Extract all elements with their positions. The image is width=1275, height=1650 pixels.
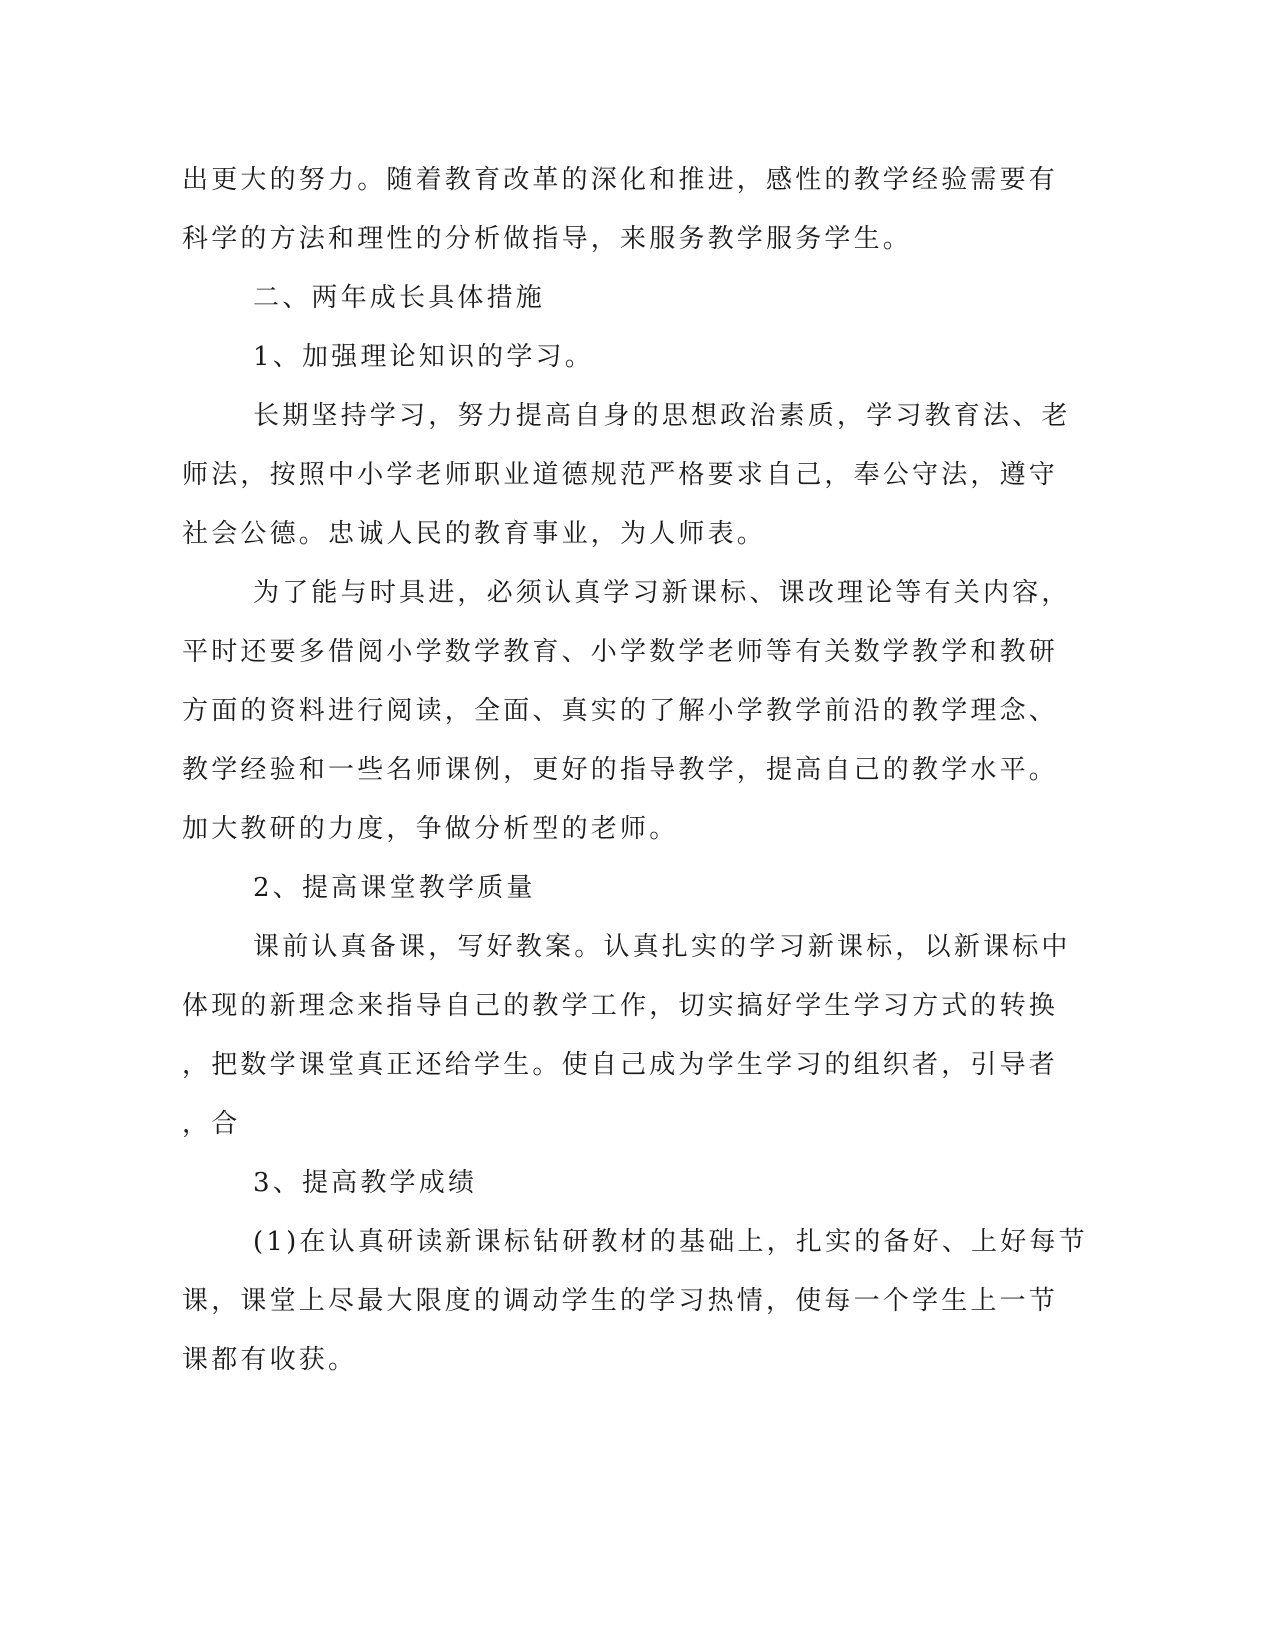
text-line-11: 教学经验和一些名师课例，更好的指导教学，提高自己的教学水平。 <box>182 755 1059 785</box>
text-line-8: 为了能与时具进，必须认真学习新课标、课改理论等有关内容， <box>253 578 1071 608</box>
text-line-1: 出更大的努力。随着教育改革的深化和推进，感性的教学经验需要有 <box>182 165 1059 195</box>
text-line-14: 课前认真备课，写好教案。认真扎实的学习新课标，以新课标中 <box>253 932 1071 962</box>
text-line-12: 加大教研的力度，争做分析型的老师。 <box>182 814 679 844</box>
text-line-5: 长期坚持学习，努力提高自身的思想政治素质，学习教育法、老 <box>253 401 1071 431</box>
section-heading-two-year-measures: 二、两年成长具体措施 <box>253 283 546 313</box>
text-line-16: ，把数学课堂真正还给学生。使自己成为学生学习的组织者，引导者 <box>182 1050 1059 1080</box>
text-line-2: 科学的方法和理性的分析做指导，来服务教学服务学生。 <box>182 224 913 254</box>
subheading-theory-study: 1、加强理论知识的学习。 <box>253 342 594 372</box>
text-line-19: (1)在认真研读新课标钻研教材的基础上，扎实的备好、上好每节 <box>253 1227 1088 1257</box>
text-line-17: ，合 <box>182 1109 241 1139</box>
subheading-teaching-results: 3、提高教学成绩 <box>253 1168 478 1198</box>
text-line-20: 课，课堂上尽最大限度的调动学生的学习热情，使每一个学生上一节 <box>182 1286 1059 1316</box>
text-line-21: 课都有收获。 <box>182 1345 358 1375</box>
text-line-10: 方面的资料进行阅读，全面、真实的了解小学教学前沿的教学理念、 <box>182 696 1059 726</box>
text-line-15: 体现的新理念来指导自己的教学工作，切实搞好学生学习方式的转换 <box>182 991 1059 1021</box>
subheading-classroom-quality: 2、提高课堂教学质量 <box>253 873 536 903</box>
text-line-9: 平时还要多借阅小学数学教育、小学数学老师等有关数学教学和教研 <box>182 637 1059 667</box>
text-line-7: 社会公德。忠诚人民的教育事业，为人师表。 <box>182 519 767 549</box>
text-line-6: 师法，按照中小学老师职业道德规范严格要求自己，奉公守法，遵守 <box>182 460 1059 490</box>
